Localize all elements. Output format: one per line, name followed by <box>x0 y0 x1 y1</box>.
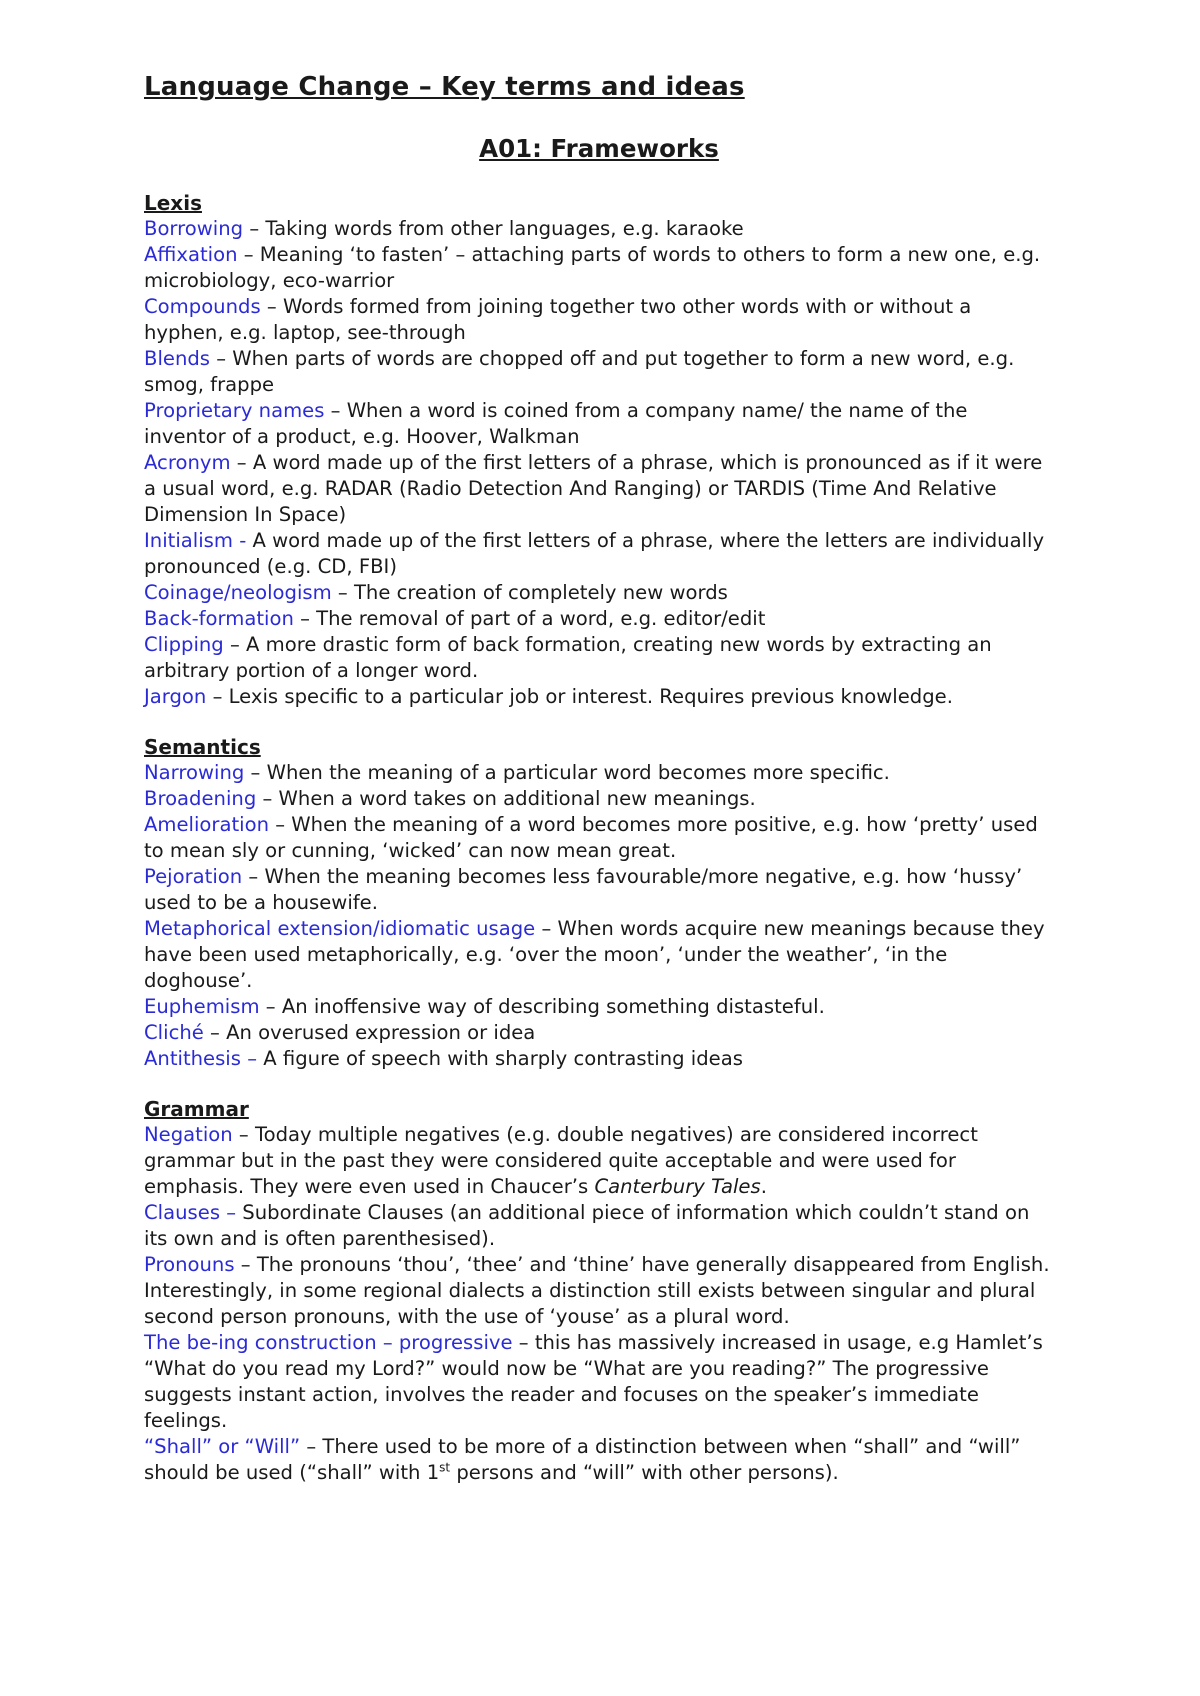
entry-euphemism: Euphemism – An inoffensive way of describing something distasteful. <box>144 995 825 1018</box>
term: Acronym <box>144 451 231 474</box>
term: Metaphorical extension/idiomatic usage <box>144 917 536 940</box>
definition: Meaning ‘to fasten’ – attaching parts of words to others to form a new one, e.g. microbiology, eco-warrior <box>144 243 1041 292</box>
definition: this has massively increased in usage, e.g Hamlet’s “What do you read my Lord?” would now be “What are you reading?” The progressive suggests instant action, involves the reader and focuses on the speaker’s immediate feelings. <box>144 1331 1043 1432</box>
entry-acronym: Acronym – A word made up of the first letters of a phrase, which is pronounced as if it were a usual word, e.g. RADAR (Radio Detection And Ranging) or TARDIS (Time And Relative Dimension In Space) <box>144 451 1043 526</box>
definition: When parts of words are chopped off and put together to form a new word, e.g. smog, frappe <box>144 347 1015 396</box>
entry-blends: Blends – When parts of words are chopped off and put together to form a new word, e.g. smog, frappe <box>144 347 1015 396</box>
section-heading-lexis: Lexis <box>144 191 202 215</box>
entry-back-formation: Back-formation – The removal of part of a word, e.g. editor/edit <box>144 607 766 630</box>
term: Initialism <box>144 529 233 552</box>
definition: The pronouns ‘thou’, ‘thee’ and ‘thine’ have generally disappeared from English. Interestingly, in some regional dialects a distinction still exists between singular and plural second person pronouns, with the use of ‘youse’ as a plural word. <box>144 1253 1050 1328</box>
definition: Words formed from joining together two other words with or without a hyphen, e.g. laptop, see-through <box>144 295 972 344</box>
definition: When the meaning of a word becomes more positive, e.g. how ‘pretty’ used to mean sly or cunning, ‘wicked’ can now mean great. <box>144 813 1038 862</box>
definition: A word made up of the first letters of a phrase, where the letters are individually pronounced (e.g. CD, FBI) <box>144 529 1045 578</box>
term: Proprietary names <box>144 399 325 422</box>
entry-compounds: Compounds – Words formed from joining together two other words with or without a hyphen, e.g. laptop, see-through <box>144 295 972 344</box>
definition: A more drastic form of back formation, creating new words by extracting an arbitrary portion of a longer word. <box>144 633 992 682</box>
term: Affixation <box>144 243 238 266</box>
section-heading-semantics: Semantics <box>144 735 261 759</box>
entry-proprietary-names: Proprietary names – When a word is coined from a company name/ the name of the inventor of a product, e.g. Hoover, Walkman <box>144 399 968 448</box>
definition-emphasis: Canterbury Tales <box>594 1175 761 1198</box>
document-subtitle: A01: Frameworks <box>479 134 719 163</box>
definition: The creation of completely new words <box>353 581 728 604</box>
term: Clipping <box>144 633 224 656</box>
entry-negation: Negation – Today multiple negatives (e.g. double negatives) are considered incorrect grammar but in the past they were considered quite acceptable and were used for emphasis. They were even used in Chaucer’s Canterbury Tales. <box>144 1123 978 1198</box>
entry-initialism: Initialism - A word made up of the first letters of a phrase, where the letters are individually pronounced (e.g. CD, FBI) <box>144 529 1045 578</box>
entry-pronouns: Pronouns – The pronouns ‘thou’, ‘thee’ and ‘thine’ have generally disappeared from English. Interestingly, in some regional dialects a distinction still exists between singular and plural second person pronouns, with the use of ‘youse’ as a plural word. <box>144 1253 1050 1328</box>
term: Pronouns <box>144 1253 235 1276</box>
term: Blends <box>144 347 211 370</box>
section-heading-grammar: Grammar <box>144 1097 249 1121</box>
term: The be-ing construction – progressive <box>144 1331 513 1354</box>
term: Amelioration <box>144 813 270 836</box>
entry-borrowing: Borrowing – Taking words from other languages, e.g. karaoke <box>144 217 744 240</box>
entry-clauses <box>144 1200 1054 1252</box>
definition: An overused expression or idea <box>226 1021 536 1044</box>
definition: An inoffensive way of describing something distasteful. <box>281 995 825 1018</box>
term: Broadening <box>144 787 257 810</box>
document-page <box>144 70 1054 1486</box>
term: “Shall” or “Will” <box>144 1435 301 1458</box>
entry-jargon: Jargon – Lexis specific to a particular job or interest. Requires previous knowledge. <box>144 685 953 708</box>
term: Cliché <box>144 1021 204 1044</box>
term: Borrowing <box>144 217 244 240</box>
definition: Taking words from other languages, e.g. karaoke <box>265 217 744 240</box>
term: Pejoration <box>144 865 243 888</box>
section-grammar <box>144 1096 1054 1486</box>
entry-metaphorical-extension: Metaphorical extension/idiomatic usage – When words acquire new meanings because they have been used metaphorically, e.g. ‘over the moon’, ‘under the weather’, ‘in the doghouse’. <box>144 917 1045 992</box>
term: Clauses – <box>144 1201 237 1224</box>
term: Antithesis – <box>144 1047 257 1070</box>
entry-antithesis <box>144 1046 1054 1072</box>
entry-cliche: Cliché – An overused expression or idea <box>144 1021 536 1044</box>
term: Coinage/neologism <box>144 581 332 604</box>
definition: Subordinate Clauses (an additional piece of information which couldn’t stand on its own and is often parenthesised). <box>144 1201 1030 1250</box>
entry-broadening: Broadening – When a word takes on additional new meanings. <box>144 787 756 810</box>
section-lexis <box>144 190 1054 710</box>
entry-being-construction: The be-ing construction – progressive – this has massively increased in usage, e.g Hamlet’s “What do you read my Lord?” would now be “What are you reading?” The progressive suggests instant action, involves the reader and focuses on the speaker’s immediate feelings. <box>144 1331 1043 1432</box>
definition: There used to be more of a distinction between when “shall” and “will” should be used (“shall” with 1 <box>144 1435 1021 1484</box>
definition: Today multiple negatives (e.g. double negatives) are considered incorrect grammar but in the past they were considered quite acceptable and were used for emphasis. They were even used in Chaucer’s <box>144 1123 978 1198</box>
definition: A figure of speech with sharply contrasting ideas <box>263 1047 743 1070</box>
definition: Lexis specific to a particular job or interest. Requires previous knowledge. <box>228 685 953 708</box>
document-title: Language Change – Key terms and ideas <box>144 72 745 102</box>
definition: The removal of part of a word, e.g. editor/edit <box>316 607 766 630</box>
entry-clipping: Clipping – A more drastic form of back formation, creating new words by extracting an arbitrary portion of a longer word. <box>144 633 992 682</box>
entry-amelioration: Amelioration – When the meaning of a word becomes more positive, e.g. how ‘pretty’ used to mean sly or cunning, ‘wicked’ can now mean great. <box>144 813 1038 862</box>
entry-shall-will: “Shall” or “Will” – There used to be more of a distinction between when “shall” and “will” should be used (“shall” with 1st persons and “will” with other persons). <box>144 1435 1021 1484</box>
superscript: st <box>439 1460 451 1475</box>
term: Jargon <box>144 685 207 708</box>
definition: When a word is coined from a company name/ the name of the inventor of a product, e.g. Hoover, Walkman <box>144 399 968 448</box>
term: Negation <box>144 1123 233 1146</box>
definition: When words acquire new meanings because they have been used metaphorically, e.g. ‘over the moon’, ‘under the weather’, ‘in the doghouse’. <box>144 917 1045 992</box>
entry-pejoration: Pejoration – When the meaning becomes less favourable/more negative, e.g. how ‘hussy’ used to be a housewife. <box>144 865 1023 914</box>
term: Compounds <box>144 295 261 318</box>
definition: When the meaning becomes less favourable/more negative, e.g. how ‘hussy’ used to be a housewife. <box>144 865 1023 914</box>
term: Narrowing <box>144 761 245 784</box>
definition: When the meaning of a particular word becomes more specific. <box>266 761 890 784</box>
term: Back-formation <box>144 607 294 630</box>
definition: A word made up of the first letters of a phrase, which is pronounced as if it were a usual word, e.g. RADAR (Radio Detection And Ranging) or TARDIS (Time And Relative Dimension In Space) <box>144 451 1043 526</box>
section-semantics <box>144 734 1054 1072</box>
entry-affixation: Affixation – Meaning ‘to fasten’ – attaching parts of words to others to form a new one, e.g. microbiology, eco-warrior <box>144 243 1041 292</box>
term: Euphemism <box>144 995 260 1018</box>
entry-coinage: Coinage/neologism – The creation of completely new words <box>144 581 728 604</box>
definition: When a word takes on additional new meanings. <box>278 787 756 810</box>
entry-narrowing: Narrowing – When the meaning of a particular word becomes more specific. <box>144 761 890 784</box>
